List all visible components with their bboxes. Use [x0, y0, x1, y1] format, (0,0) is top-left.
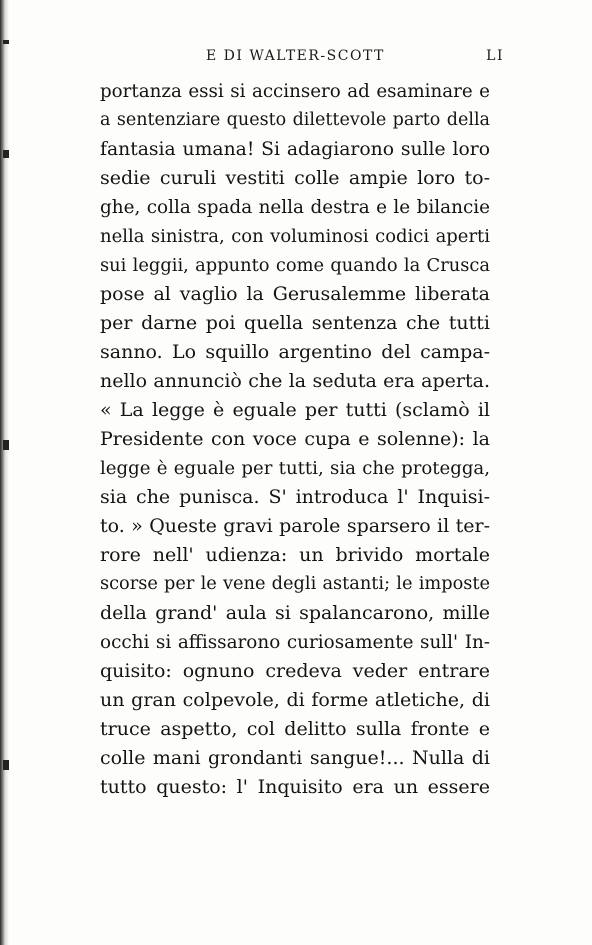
body-text [100, 77, 490, 802]
text-line: pose al vaglio la Gerusalemme liberata [100, 283, 490, 305]
margin-mark [3, 440, 9, 450]
text-line: ghe, colla spada nella destra e le bilancie [100, 197, 490, 218]
page-gutter-edge [0, 0, 9, 945]
text-line: a sentenziare questo dilettevole parto della [100, 110, 490, 130]
margin-mark [3, 150, 9, 158]
text-line: un gran colpevole, di forme atletiche, di [100, 689, 490, 711]
text-line: sia che punisca. S' introduca l' Inquisi- [100, 486, 490, 508]
text-line: rore nell' udienza: un brivido mortale [100, 544, 490, 566]
text-line: sedie curuli vestiti colle ampie loro to- [100, 167, 490, 189]
text-line: truce aspetto, col delitto sulla fronte e [100, 718, 490, 740]
text-line: sui leggii, appunto come quando la Crusca [100, 255, 490, 276]
page-header [206, 48, 504, 68]
text-line: portanza essi si accinsero ad esaminare e [100, 81, 490, 102]
running-head: E DI WALTER-SCOTT [206, 48, 385, 64]
text-line: della grand' aula si spalancarono, mille [100, 602, 490, 624]
margin-mark [3, 760, 9, 770]
margin-mark [3, 40, 9, 44]
text-line: nello annunciò che la seduta era aperta. [100, 370, 490, 392]
text-line: sanno. Lo squillo argentino del campa- [100, 341, 490, 363]
text-line: quisito: ognuno credeva veder entrare [100, 660, 490, 682]
text-line: Presidente con voce cupa e solenne): la [100, 428, 490, 450]
text-line: fantasia umana! Si adagiarono sulle loro [100, 139, 490, 160]
text-line: nella sinistra, con voluminosi codici aperti [100, 226, 490, 247]
text-line: colle mani grondanti sangue!... Nulla di [100, 747, 490, 769]
page-number: LI [486, 48, 504, 64]
text-line: per darne poi quella sentenza che tutti [100, 312, 490, 334]
text-line: to. » Queste gravi parole sparsero il ter- [100, 515, 490, 537]
text-line: « La legge è eguale per tutti (sclamò il [100, 399, 490, 421]
text-line: scorse per le vene degli astanti; le imposte [100, 574, 490, 594]
text-line: legge è eguale per tutti, sia che protegga, [100, 458, 490, 479]
text-line: occhi si affissarono curiosamente sull' In- [100, 632, 490, 653]
text-line: tutto questo: l' Inquisito era un essere [100, 776, 490, 798]
